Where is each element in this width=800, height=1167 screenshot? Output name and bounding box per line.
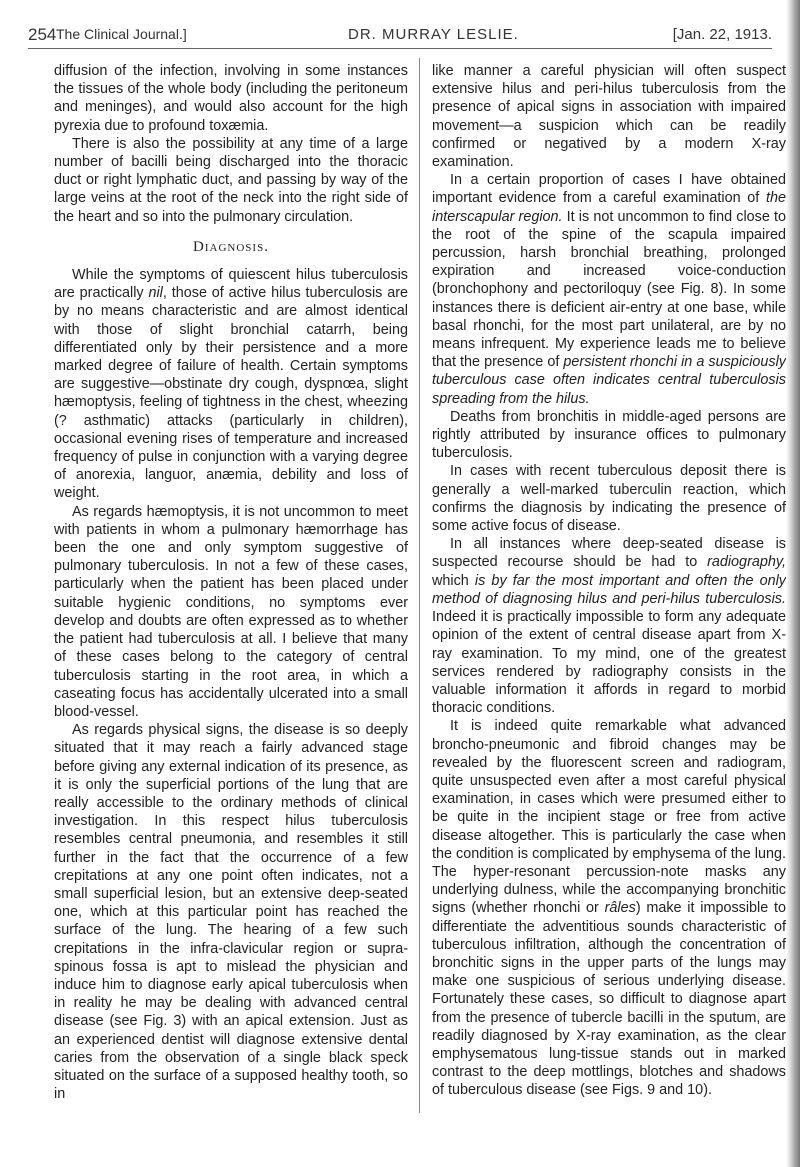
paragraph: As regards hæmoptysis, it is not uncommon to meet with patients in whom a pulmonary hæmorrhage has been the one and only symptom suggestive of pulmonary tuberculosis. In not a few of these cases, particularly when the patient has been placed under suitable hygienic conditions, no symptoms ever develop and doubts are often expressed as to whether the patient had tuberculosis at all. I believe that many of these cases belong to the category of central tuberculosis starting in the root area, in which a caseating focus has accidentally ulcerated into a small blood-vessel. xyxy=(54,503,408,720)
paragraph: In a certain proportion of cases I have obtained important evidence from a careful examination of the interscapular region. It is not uncommon to find close to the root of the spine of the scapula impaired percussion, harsh bronchial breathing, prolonged expiration and increased voice-conduction (bronchophony and pectoriloquy (see Fig. 8). In some instances there is deficient air-entry at one base, while basal rhonchi, for the most part unilateral, are by no means infrequent. My experience leads me to believe that the presence of persistent rhonchi in a suspiciously tuberculous case often indicates central tuberculosis spreading from the hilus. xyxy=(432,172,786,407)
paragraph: diffusion of the infection, involving in some instances the tissues of the whole body (including the peritoneum and meninges), and would also account for the high pyrexia due to profound toxæmia. xyxy=(54,63,408,134)
journal-title: The Clinical Journal.] xyxy=(56,26,187,42)
page-number: 254 xyxy=(28,25,57,44)
paragraph: In all instances where deep-seated disease is suspected recourse should be had to radiography, which is by far the most important and often the only method of diagnosing hilus and peri-hilus tuberculosis. Indeed it is practically impossible to form any adequate opinion of the extent of central disease apart from X-ray examination. To my mind, one of the greatest services rendered by radiography consists in the valuable information it affords in regard to morbid thoracic conditions. xyxy=(432,536,786,717)
paragraph: There is also the possibility at any time of a large number of bacilli being discharged into the thoracic duct or right lymphatic duct, and passing by way of the large veins at the root of the neck into the right side of the heart and so into the pulmonary circulation. xyxy=(54,135,408,225)
paragraph: As regards physical signs, the disease is so deeply situated that it may reach a fairly advanced stage before giving any external indication of its presence, as it is only the superficial portions of the lung that are really accessible to the ordinary methods of clinical investigation. In this respect hilus tuberculosis resembles central pneumonia, and resembles it still further in the fact that the occurrence of a few crepitations at any one point often indicates, not a small superficial lesion, but an extensive deep-seated one, which at this particular point has reached the surface of the lung. The hearing of a few such crepitations in the infra-clavicular region or supra-spinous fossa is apt to mislead the physician and induce him to diagnose early apical tuberculosis when in reality he may be dealing with advanced central disease (see Fig. 3) with an apical extension. Just as an experienced dentist will diagnose extensive dental caries from the observation of a single black speck situated on the surface of a supposed healthy tooth, so in xyxy=(54,722,408,1103)
header-rule xyxy=(28,48,772,49)
author-name: DR. MURRAY LESLIE. xyxy=(348,26,519,43)
running-header xyxy=(28,22,772,48)
section-heading: Diagnosis. xyxy=(193,238,269,255)
paragraph: like manner a careful physician will often suspect extensive hilus and peri-hilus tuberculosis from the presence of apical signs in association with impaired movement—a suspicion which can be readily confirmed or negatived by a modern X-ray examination. xyxy=(432,63,786,171)
right-column xyxy=(432,62,786,1100)
paragraph: Deaths from bronchitis in middle-aged persons are rightly attributed by insurance offices to pulmonary tuberculosis. xyxy=(432,408,786,462)
column-divider xyxy=(419,58,420,1113)
paragraph: While the symptoms of quiescent hilus tuberculosis are practically nil, those of active hilus tuberculosis are by no means characteristic and are almost identical with those of slight bronchial catarrh, being differentiated only by their persistence and a more marked degree of failure of health. Certain symptoms are suggestive—obstinate dry cough, dyspnœa, slight hæmoptysis, feeling of tightness in the chest, wheezing (? asthmatic) attacks (particularly in children), occasional evening rises of temperature and increased frequency of pulse in conjunction with a varying degree of anorexia, languor, anæmia, debility and loss of weight. xyxy=(54,267,408,502)
issue-date: [Jan. 22, 1913. xyxy=(672,26,772,43)
page-edge-shadow xyxy=(786,0,800,1167)
paragraph: It is indeed quite remarkable what advanced broncho-pneumonic and fibroid changes may be revealed by the fluorescent screen and radiogram, quite unsuspected even after a most careful physical examination, in cases which were presumed either to be quite in the incipient stage or free from active disease altogether. This is particularly the case when the condition is complicated by emphysema of the lung. The hyper-resonant percussion-note masks any underlying dulness, while the accompanying bronchitic signs (whether rhonchi or râles) make it impossible to differentiate the adventitious sounds characteristic of tuberculous infiltration, although the concentration of bronchitic signs in the upper parts of the lungs may make one suspicious of serious underlying disease. Fortunately these cases, so difficult to diagnose apart from the presence of tubercle bacilli in the sputum, are readily diagnosed by X-ray examination, as the clear emphysematous lung-tissue stands out in marked contrast to the deep mottlings, blotches and shadows of tuberculous disease (see Figs. 9 and 10). xyxy=(432,718,786,1099)
left-column xyxy=(54,62,408,1103)
paragraph: In cases with recent tuberculous deposit there is generally a well-marked tuberculin reaction, which confirms the diagnosis by indicating the presence of some active focus of disease. xyxy=(432,463,786,535)
